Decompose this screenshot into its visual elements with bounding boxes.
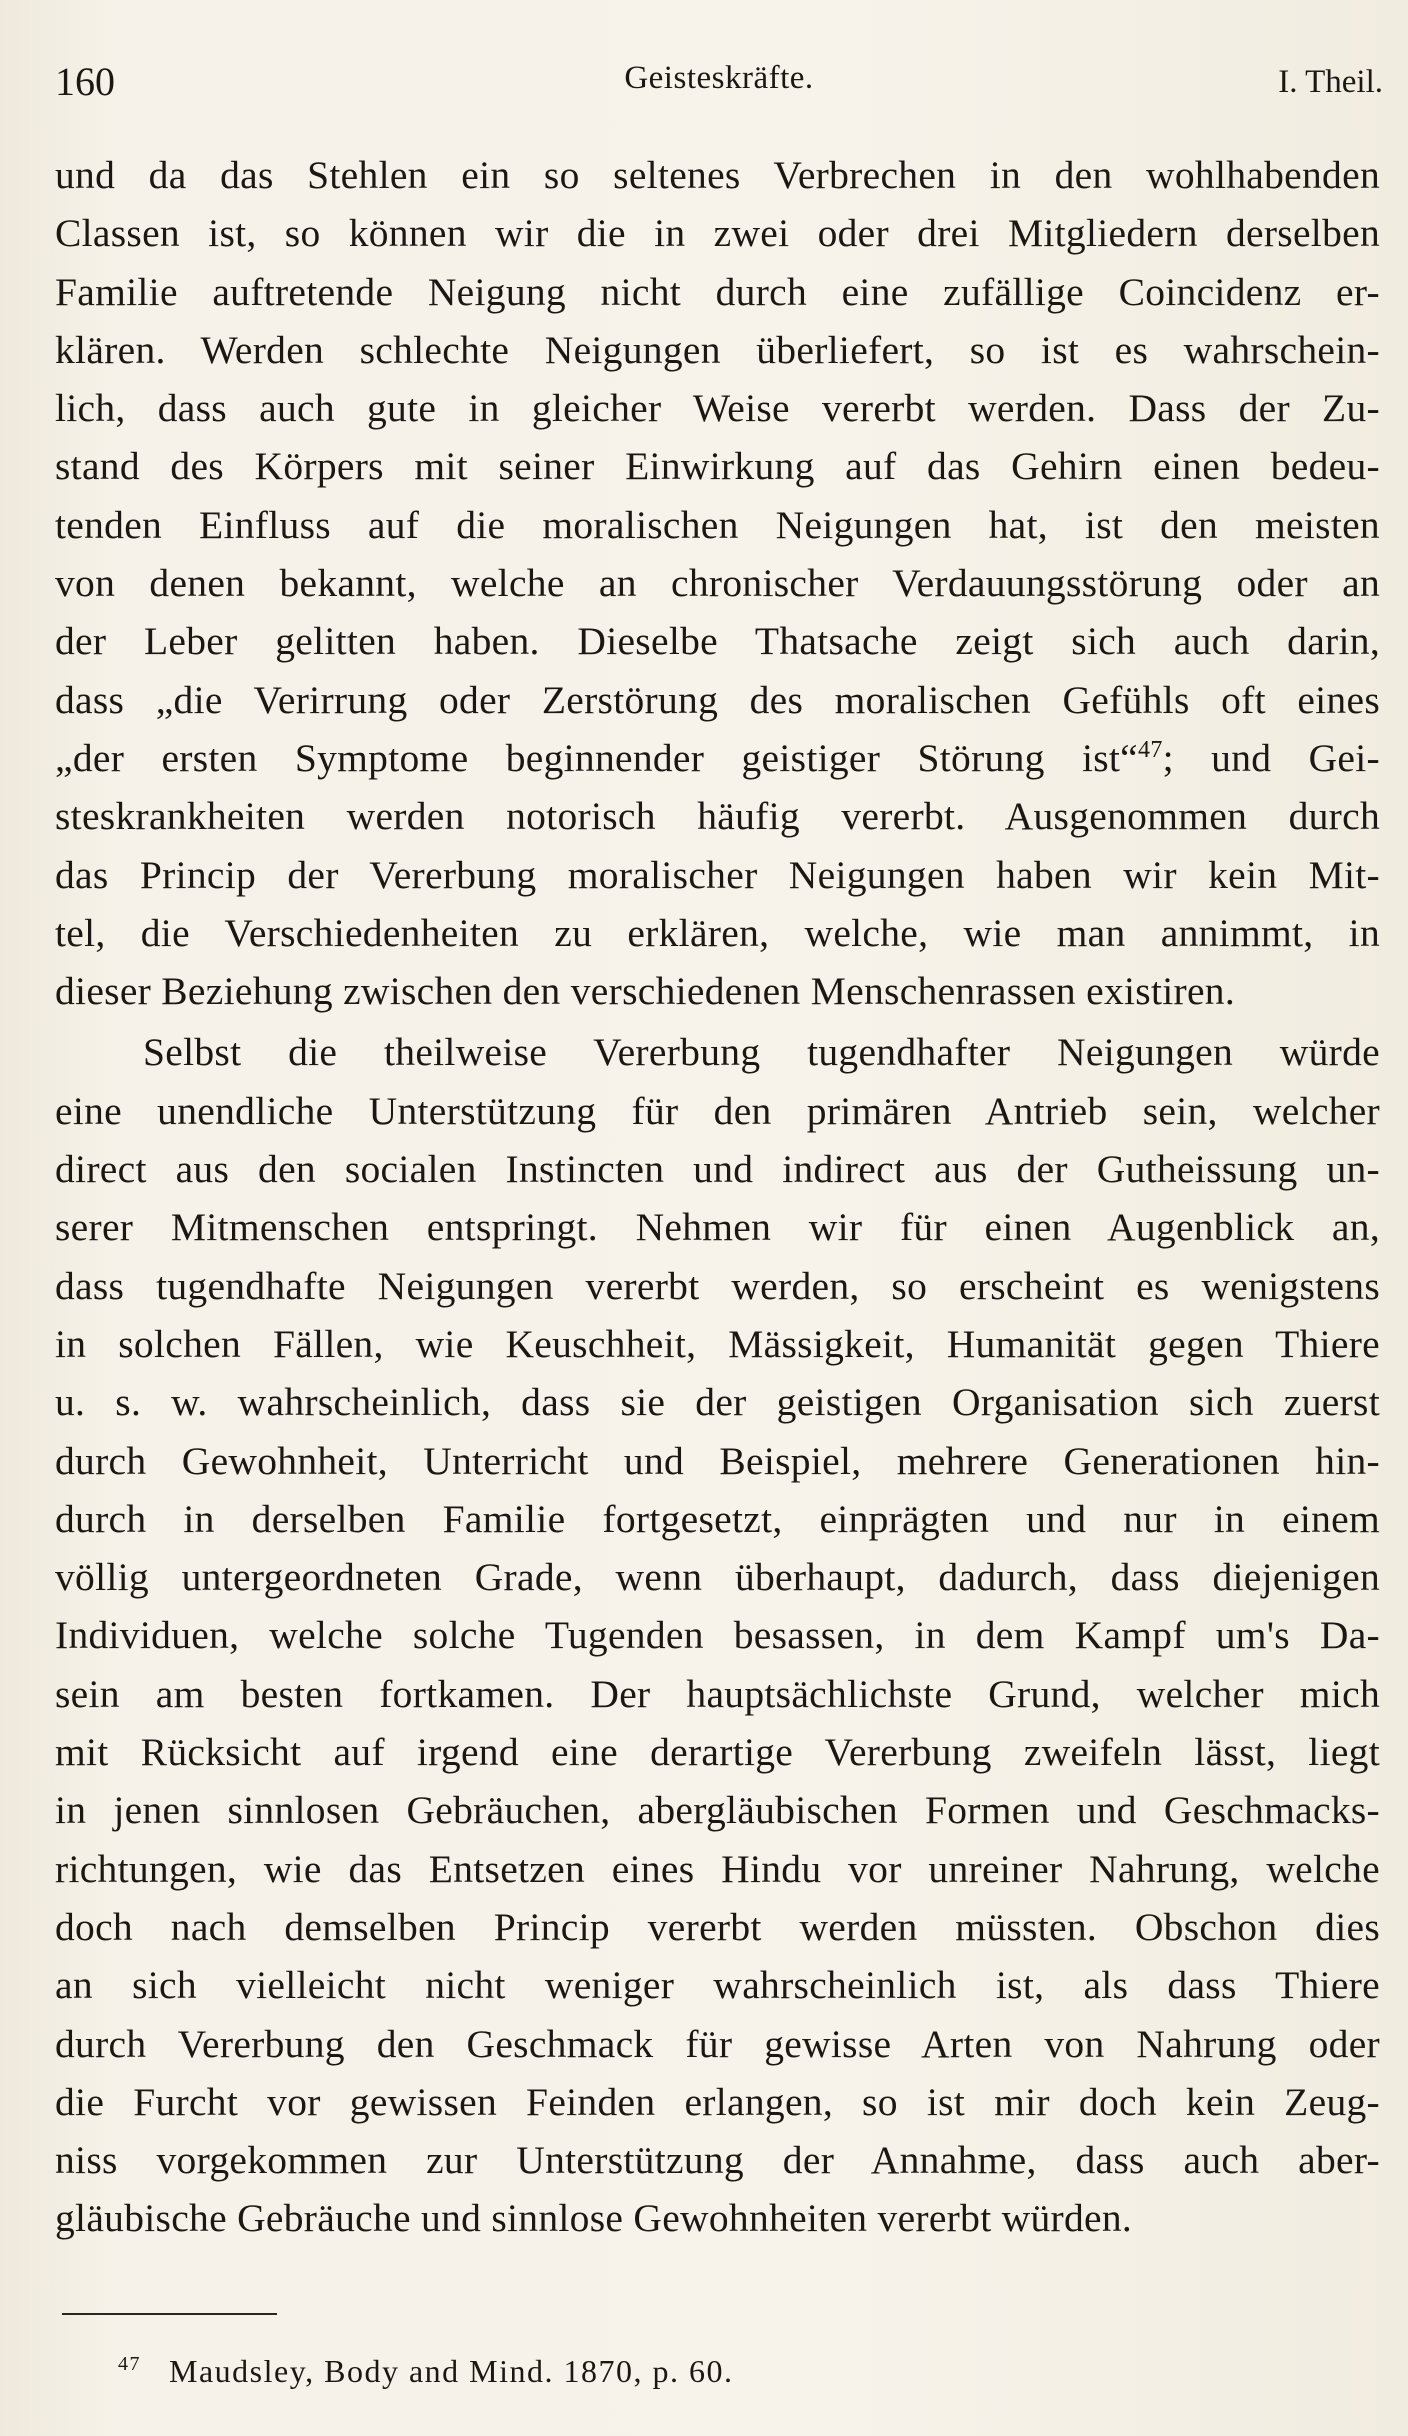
footnote — [118, 2353, 734, 2390]
text-line: und da das Stehlen ein so seltenes Verbrechen in den wohlhabenden — [55, 153, 1380, 197]
text-line: sein am besten fortkamen. Der hauptsächlichste Grund, welcher mich — [55, 1671, 1380, 1716]
text-line: dass „die Verirrung oder Zerstörung des moralischen Gefühls oft eines — [55, 677, 1380, 722]
text-line: Familie auftretende Neigung nicht durch eine zufällige Coincidenz er- — [55, 269, 1380, 314]
text-segment: ; und Gei- — [1162, 735, 1380, 780]
text-line: Classen ist, so können wir die in zwei oder drei Mitgliedern derselben — [55, 211, 1380, 256]
text-line: durch Gewohnheit, Unterricht und Beispiel, mehrere Generationen hin- — [55, 1438, 1380, 1483]
text-line: steskrankheiten werden notorisch häufig vererbt. Ausgenommen durch — [55, 794, 1380, 839]
footnote-mark: 47 — [118, 2353, 141, 2376]
text-line: durch Vererbung den Geschmack für gewisse Arten von Nahrung oder — [55, 2021, 1380, 2066]
text-line-with-note — [55, 729, 1380, 787]
text-line: mit Rücksicht auf irgend eine derartige Vererbung zweifeln lässt, liegt — [55, 1730, 1380, 1775]
text-line: eine unendliche Unterstützung für den primären Antrieb sein, welcher — [55, 1088, 1380, 1133]
footnote-text: Maudsley, Body and Mind. 1870, p. 60. — [169, 2353, 734, 2389]
text-line: völlig untergeordneten Grade, wenn überhaupt, dadurch, dass diejenigen — [55, 1555, 1380, 1600]
text-line: das Princip der Vererbung moralischer Neigungen haben wir kein Mit- — [55, 852, 1380, 897]
footnote-divider — [62, 2313, 277, 2315]
body-text — [55, 146, 1380, 2248]
text-line: in jenen sinnlosen Gebräuchen, abergläubischen Formen und Geschmacks- — [55, 1788, 1380, 1833]
text-line: Individuen, welche solche Tugenden besassen, in dem Kampf um's Da- — [55, 1613, 1380, 1658]
page-number: 160 — [55, 59, 115, 104]
text-line: die Furcht vor gewissen Feinden erlangen, so ist mir doch kein Zeug- — [55, 2079, 1380, 2124]
text-line: u. s. w. wahrscheinlich, dass sie der geistigen Organisation sich zuerst — [55, 1380, 1380, 1425]
text-line: klären. Werden schlechte Neigungen überliefert, so ist es wahrschein- — [55, 327, 1380, 372]
text-line: Selbst die theilweise Vererbung tugendhafter Neigungen würde — [143, 1030, 1380, 1075]
running-title: Geisteskräfte. — [624, 60, 814, 96]
footnote-reference[interactable]: 47 — [1138, 736, 1163, 763]
text-line: stand des Körpers mit seiner Einwirkung auf das Gehirn einen bedeu- — [55, 444, 1380, 489]
text-line: gläubische Gebräuche und sinnlose Gewohnheiten vererbt würden. — [55, 2196, 1133, 2241]
text-line: serer Mitmenschen entspringt. Nehmen wir für einen Augenblick an, — [55, 1205, 1380, 1250]
page-header — [55, 58, 1383, 108]
text-line: direct aus den socialen Instincten und indirect aus der Gutheissung un- — [55, 1147, 1380, 1192]
text-line: dass tugendhafte Neigungen vererbt werden, so erscheint es wenigstens — [55, 1263, 1380, 1308]
paragraph-2 — [55, 1023, 1380, 2247]
text-line: richtungen, wie das Entsetzen eines Hindu vor unreiner Nahrung, welche — [55, 1846, 1380, 1891]
part-label: I. Theil. — [1278, 64, 1383, 100]
paragraph-1 — [55, 146, 1380, 1020]
text-line: der Leber gelitten haben. Dieselbe Thatsache zeigt sich auch darin, — [55, 619, 1380, 664]
text-line: doch nach demselben Princip vererbt werden müssten. Obschon dies — [55, 1904, 1380, 1949]
text-line: dieser Beziehung zwischen den verschiedenen Menschenrassen existiren. — [55, 969, 1236, 1014]
text-line: tel, die Verschiedenheiten zu erklären, welche, wie man annimmt, in — [55, 910, 1380, 955]
text-line: tenden Einfluss auf die moralischen Neigungen hat, ist den meisten — [55, 502, 1380, 547]
text-line: von denen bekannt, welche an chronischer Verdauungsstörung oder an — [55, 561, 1380, 606]
text-line: an sich vielleicht nicht weniger wahrscheinlich ist, als dass Thiere — [55, 1963, 1380, 2008]
text-line: niss vorgekommen zur Unterstützung der Annahme, dass auch aber- — [55, 2138, 1380, 2183]
text-segment: „der ersten Symptome beginnender geistiger Störung ist“ — [55, 735, 1139, 780]
text-line: in solchen Fällen, wie Keuschheit, Mässigkeit, Humanität gegen Thiere — [55, 1321, 1380, 1366]
text-line: lich, dass auch gute in gleicher Weise vererbt werden. Dass der Zu- — [55, 386, 1380, 431]
text-line: durch in derselben Familie fortgesetzt, einprägten und nur in einem — [55, 1496, 1380, 1541]
